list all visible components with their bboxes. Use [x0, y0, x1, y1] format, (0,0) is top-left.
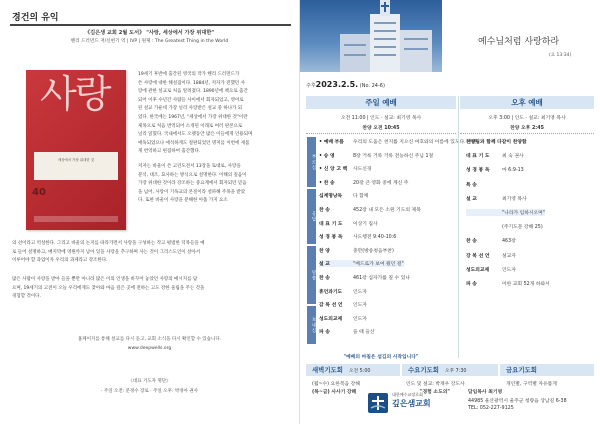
review-line: 의 선이라고 역설한다. 그리고 바울의 논지를 따라가면서 사랑을 구성하는 작고 평범한 덕목들을 예 — [12, 241, 205, 246]
right-page — [300, 0, 600, 424]
order-label: 찬 송 — [319, 208, 330, 213]
dawn-line-1: (월~수) 요한복음 강해 — [312, 382, 360, 387]
section-title: 경건의 유익 — [12, 13, 59, 23]
church-building-photo — [300, 0, 442, 72]
order-row — [466, 138, 527, 145]
order-value: 인도자 — [502, 267, 516, 273]
review-line: 을 넘어, 사랑이 기독교의 본질이라 설파해 주목을 받았 — [138, 189, 246, 195]
order-value: 최 숙 권사 — [502, 154, 524, 160]
review-line: 분석, 대조, 묘사하는 방식으로 설명한다. 이해의 깊음이 — [138, 172, 247, 178]
review-line: 된 설교 가운데 가장 널리 사랑받은 설교 중 하나가 되 — [138, 106, 243, 112]
review-line: 로 들어 설명하고, 매지막에 영원까지 남아 있을 사랑을 추구하며 사는 것이 그리스도인이 살아서 — [12, 249, 201, 255]
order-label: 십계명낭독 — [319, 194, 343, 200]
pm-service-header: 오후 예배 — [460, 96, 594, 109]
pm-song-time: 찬양 오후 2:45 — [510, 126, 544, 131]
order-label: • 송 영 — [319, 153, 335, 159]
order-label: 특 송 — [466, 182, 477, 188]
order-label: 강 복 선 언 — [466, 253, 490, 259]
order-value: 463장 — [502, 239, 516, 245]
column-divider — [458, 96, 459, 358]
order-value: 인도자 — [353, 316, 367, 322]
order-value: 충만(방송청음부찬) — [353, 248, 394, 254]
order-value: 8장 거룩 거룩 거룩 전능하신 주님 1절 — [353, 153, 434, 159]
order-label: • 찬 송 — [319, 180, 335, 186]
order-row — [466, 152, 524, 159]
fri-prayer-title: 금요기도회 — [506, 366, 537, 374]
side-label-sending: 보내심 — [307, 306, 316, 344]
order-label: 성도의교제 — [319, 316, 343, 322]
order-row — [319, 138, 476, 145]
review-paragraph-2-cont — [12, 240, 290, 266]
order-value: 마 6:9-13 — [502, 168, 524, 174]
order-row — [319, 328, 375, 335]
order-label: 파 송 — [466, 282, 477, 287]
order-value: 사도행전 9:40-10:6 — [353, 235, 397, 241]
bulletin-date — [306, 80, 385, 89]
order-label: 찬 양 — [319, 248, 330, 254]
review-line: 게 번역하고 편집하여 출간했다. — [138, 149, 201, 155]
am-divider — [306, 133, 456, 134]
book-heading: 《김은생 교회 2월 도서》 "사랑, 세상에서 가장 위대한" — [84, 30, 215, 36]
denomination-name: 대한예수교장로회 — [392, 392, 423, 397]
order-row — [319, 165, 372, 172]
review-line: 애독되었으나 애석하게도 절판되었던 명저를 이번에 새롭 — [138, 140, 250, 146]
book-cover-number: 40 — [32, 187, 46, 198]
order-row — [466, 266, 516, 273]
review-line: 되어 이후 수년간 사람들 사이에서 회자되었고, 영어로 — [138, 97, 244, 103]
review-paragraph-2 — [138, 163, 290, 206]
theme-verse: 예수님처럼 사랑하라 — [478, 37, 560, 47]
review-paragraph-1 — [138, 71, 290, 157]
address-line: 44985 울산광역시 울주군 청량읍 상남길 6-38 — [468, 399, 567, 404]
order-value: 인도자 — [353, 289, 367, 295]
order-row — [319, 260, 404, 267]
order-label: 성 경 봉 독 — [319, 235, 343, 241]
theme-verse-ref: (요 13:34) — [549, 53, 572, 58]
order-value: 인도자 — [353, 303, 367, 309]
book-cover-title: 사랑 — [40, 72, 110, 116]
review-line: 제목으로 처음 번역되어 소개된 이래로 여러 판본으로 — [138, 123, 243, 129]
building-illustration — [300, 0, 442, 72]
order-row — [466, 223, 543, 230]
church-logo-icon — [368, 393, 388, 413]
review-line: 다. 또한 바울이 사랑을 분해한 아홉 가지 요소 — [138, 198, 228, 204]
order-value: 이한 교회 52개 하와서 — [502, 282, 550, 287]
pm-divider — [460, 133, 594, 134]
am-song-time: 찬양 오전 10:45 — [362, 126, 400, 131]
pastor-line: 담임목사 최기영 — [468, 390, 503, 395]
order-label: 대 표 기 도 — [319, 221, 343, 227]
book-cover-band — [34, 152, 118, 180]
order-value: (주기도문 강해 25) — [502, 225, 543, 231]
order-value: "나라가 임하시오며" — [502, 211, 546, 216]
side-label-calling: 부르심 — [307, 137, 316, 187]
book-credits: 헨리 드러먼드 저/신현기 역 | IVP | 원제 : The Greatest Thing in the World — [70, 39, 229, 44]
wed-prayer-time: 오후 7:30 — [444, 369, 467, 374]
book-cover-image — [26, 70, 126, 230]
review-line: 19세기 후반에 출간된 영국의 작가 헨리 드러먼드가 — [138, 72, 240, 77]
order-label: 찬양팀과 함께 다같이 찬양함 — [466, 140, 527, 145]
side-label-word: 말씀 — [307, 246, 316, 304]
order-label: 찬 송 — [466, 239, 477, 245]
dawn-line-2: (목~금) 사사기 강해 — [312, 390, 357, 395]
prayer-leaders-line: · 주일 오전: 문정수 장로 · 주일 오후: 박경아 권사 — [100, 389, 198, 394]
order-row — [466, 166, 524, 173]
date-value: 2023.2.5. — [315, 80, 359, 89]
order-row — [319, 152, 433, 159]
order-row — [319, 233, 396, 240]
order-value: 이상기 집사 — [353, 221, 378, 227]
am-service-meta: 오전 11:00 | 인도 · 설교: 최기영 목사 — [340, 116, 422, 121]
order-label: 설 교 — [466, 196, 477, 202]
order-row — [319, 288, 367, 295]
wed-line-2: "경험 소도의" — [420, 390, 450, 395]
wed-prayer-title: 수요기도회 — [408, 366, 439, 374]
order-row — [319, 247, 394, 254]
order-label: 성 경 봉 독 — [466, 168, 490, 174]
side-label-response: 응답 — [307, 189, 316, 244]
review-line: 저자는 바울이 쓴 고린도전서 13장을 토대로, 사랑을 — [138, 164, 241, 169]
order-label: • 예배 부름 — [319, 140, 344, 145]
review-line: 많은 사람이 사랑을 받아 들을 뿐만 아니라 많은 이의 인생을 바꾸어 놓았던 사랑의 메시지를 담 — [12, 277, 198, 282]
order-row — [319, 220, 378, 227]
order-row — [466, 195, 527, 202]
order-value: 20장 큰 영화 중에 계신 주 — [353, 180, 409, 186]
wed-line-1: 인도 및 설교: 박재우 강도사 — [406, 382, 465, 387]
order-row — [319, 206, 421, 213]
fri-line-1: 개인별, 구역별 자유롭게 — [506, 382, 557, 387]
review-paragraph-3 — [12, 276, 290, 302]
order-value: 설교자 — [502, 253, 516, 259]
review-line: 쓴 사랑에 대한 해설집이다. 1884년, 저자가 전했던 사 — [138, 80, 245, 86]
title-rule — [10, 24, 291, 26]
fri-prayer-header — [500, 364, 594, 376]
church-name: 깊은샘교회 — [392, 399, 431, 408]
order-row — [319, 315, 367, 322]
order-label: 찬 송 — [319, 276, 330, 281]
prayer-leaders-label: 《대표 기도자 명단》 — [128, 379, 171, 384]
order-row — [466, 237, 516, 244]
review-line: 가장 위대한 것이라 강조하는 중요계에서 회자되던 믿음 — [138, 181, 247, 187]
order-row — [466, 280, 550, 287]
dawn-prayer-title: 새벽기도회 — [312, 366, 343, 374]
review-line: 이루어야 할 과업이자 우리의 과제라고 강조한다. — [12, 258, 108, 264]
book-cover-subtitle: 세상에서 가장 위대한 것 — [58, 158, 94, 162]
order-label: 대 표 기 도 — [466, 154, 490, 160]
review-line: 으며, 19세기의 고전이 오늘 우리에게도 찾아와 마음 깊은 곳에 전하는 고도 강한 울림을 주는 것을 — [12, 285, 205, 291]
homepage-note: 홈페이지를 통해 설교를 다시 듣고, 교회 소식을 다시 확인할 수 있습니다. — [77, 337, 222, 342]
date-prefix: 주후 — [306, 83, 316, 89]
order-row — [319, 301, 367, 308]
order-label: 파 송 — [319, 330, 330, 336]
am-closing: "예배의 마침은 섬김의 시작입니다" — [343, 355, 419, 360]
issue-number: (No. 24-6) — [359, 83, 385, 89]
order-value: 452장 내 모든 소원 기도의 제목 — [353, 208, 421, 213]
wed-prayer-header — [402, 364, 498, 376]
order-value: "베드로가 보여 줬던 걸" — [353, 262, 404, 268]
order-row — [466, 252, 516, 259]
order-value: 최기영 목사 — [502, 196, 527, 202]
am-service-header: 주일 예배 — [306, 96, 456, 109]
dawn-prayer-header — [306, 364, 400, 376]
order-value: 다 함께 — [353, 194, 369, 200]
review-line: 었다. 한국에는 1967년, "세상에서 가장 위대한 것"이란 — [138, 114, 248, 120]
order-value: 을 때 들산 — [353, 330, 375, 336]
order-row — [319, 274, 410, 281]
order-label: 감 목 선 언 — [319, 303, 343, 309]
order-value: 우리의 도움은 천지를 지으신 여호와의 이름에 있도다. 아멘 — [353, 140, 477, 145]
order-label: 성도의교제 — [466, 267, 490, 273]
order-label: • 신 앙 고 백 — [319, 167, 348, 173]
order-row — [466, 181, 502, 188]
order-label: 설 교 — [319, 262, 330, 268]
order-value: 사도신경 — [353, 167, 372, 173]
order-label: 휴언과기도 — [319, 289, 343, 295]
review-line: 널리 읽혔다. 국내에서도 오랫동안 많은 이들에게 인용되며 — [138, 132, 253, 138]
review-line: 랑에 관한 설교로 처음 알려졌다. 1890년에 책으로 출간 — [138, 89, 248, 95]
order-row — [319, 179, 408, 186]
book-cover-footer — [34, 216, 118, 222]
phone-line: TEL: 052-227-9125 — [468, 406, 514, 411]
dawn-prayer-time: 오전 5:00 — [348, 369, 371, 374]
order-row — [466, 209, 545, 216]
order-row — [319, 192, 368, 199]
homepage-url[interactable]: www.deepwells.org — [127, 346, 172, 351]
review-line: 경험할 것이다. — [12, 294, 41, 300]
pm-service-meta: 오후 3:00 | 인도 · 설교: 최기영 목사 — [488, 116, 566, 121]
order-value: 461장 십자가를 질 수 있나 — [353, 276, 410, 281]
